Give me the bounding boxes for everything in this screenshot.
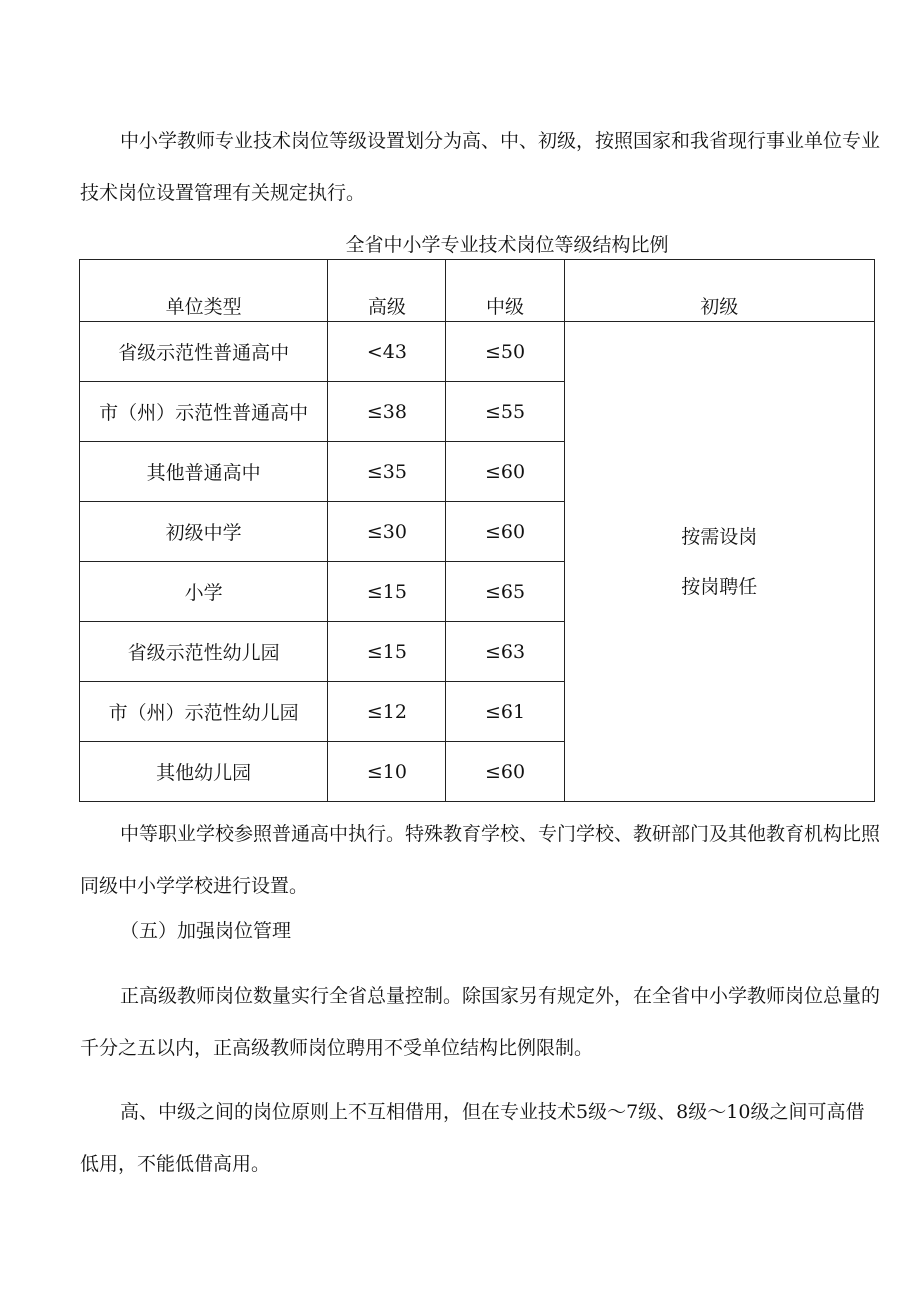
intermediate-ratio-cell: ≤63: [446, 622, 564, 682]
unit-type-cell: 小学: [80, 562, 328, 622]
senior-ratio-cell: ≤38: [328, 382, 446, 442]
section-heading: （五）加强岗位管理: [120, 920, 292, 942]
senior-ratio-cell: ≤12: [328, 682, 446, 742]
intermediate-ratio-cell: ≤61: [446, 682, 564, 742]
intermediate-ratio-cell: ≤60: [446, 442, 564, 502]
unit-type-cell: 省级示范性普通高中: [80, 322, 328, 382]
header-intermediate: 中级: [446, 260, 564, 322]
table-header-row: [80, 260, 875, 322]
unit-type-cell: 市（州）示范性普通高中: [80, 382, 328, 442]
senior-ratio-cell: ≤10: [328, 742, 446, 802]
junior-note-line-2: 按岗聘任: [681, 575, 758, 598]
unit-type-cell: 市（州）示范性幼儿园: [80, 682, 328, 742]
intro-paragraph: 中小学教师专业技术岗位等级设置划分为高、中、初级，按照国家和我省现行事业单位专业技术岗位设置管理有关规定执行。: [80, 130, 881, 204]
intermediate-ratio-cell: ≤55: [446, 382, 564, 442]
unit-type-cell: 其他幼儿园: [80, 742, 328, 802]
borrowing-paragraph: 高、中级之间的岗位原则上不互相借用，但在专业技术5级～7级、8级～10级之间可高借低用，不能低借高用。: [80, 1101, 865, 1175]
vocational-paragraph: 中等职业学校参照普通高中执行。特殊教育学校、专门学校、教研部门及其他教育机构比照同级中小学学校进行设置。: [80, 823, 881, 897]
unit-type-cell: 省级示范性幼儿园: [80, 622, 328, 682]
intermediate-ratio-cell: ≤60: [446, 742, 564, 802]
table-caption: 全省中小学专业技术岗位等级结构比例: [345, 234, 669, 256]
unit-type-cell: 其他普通高中: [80, 442, 328, 502]
header-unit-type: 单位类型: [80, 260, 328, 322]
post-ratio-table: [79, 259, 875, 802]
senior-ratio-cell: ≤15: [328, 562, 446, 622]
header-senior: 高级: [328, 260, 446, 322]
senior-ratio-cell: ≤15: [328, 622, 446, 682]
junior-note-cell: [564, 322, 874, 802]
senior-ratio-cell: <43: [328, 322, 446, 382]
junior-note-line-1: 按需设岗: [681, 525, 758, 548]
senior-ratio-cell: ≤30: [328, 502, 446, 562]
table-row: [80, 322, 875, 382]
header-junior: 初级: [564, 260, 874, 322]
senior-ratio-cell: ≤35: [328, 442, 446, 502]
intermediate-ratio-cell: ≤50: [446, 322, 564, 382]
total-control-paragraph: 正高级教师岗位数量实行全省总量控制。除国家另有规定外，在全省中小学教师岗位总量的千分之五以内，正高级教师岗位聘用不受单位结构比例限制。: [80, 985, 881, 1059]
unit-type-cell: 初级中学: [80, 502, 328, 562]
intermediate-ratio-cell: ≤65: [446, 562, 564, 622]
intermediate-ratio-cell: ≤60: [446, 502, 564, 562]
